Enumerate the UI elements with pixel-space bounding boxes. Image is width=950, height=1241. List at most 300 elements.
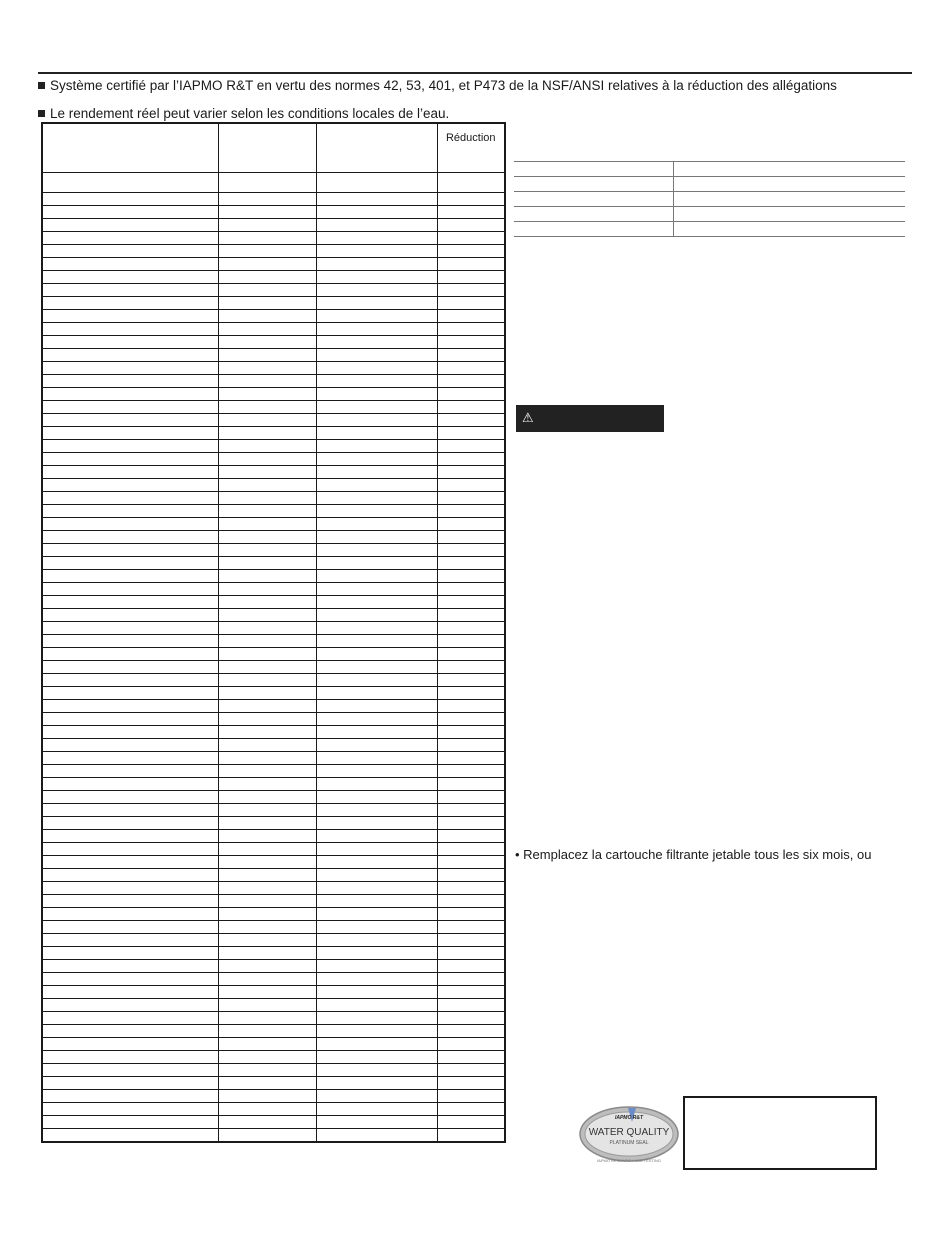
- table-row: [42, 1129, 505, 1143]
- table-row: [42, 232, 505, 245]
- square-bullet-icon: [38, 110, 45, 117]
- table-cell: [437, 1064, 505, 1077]
- table-row: [42, 596, 505, 609]
- table-row: [42, 466, 505, 479]
- table-row: [42, 453, 505, 466]
- table-cell: [437, 349, 505, 362]
- table-cell: [42, 752, 218, 765]
- table-cell: [42, 557, 218, 570]
- table-cell: [218, 1051, 316, 1064]
- table-row: [42, 297, 505, 310]
- table-cell: [316, 557, 437, 570]
- table-cell: [316, 778, 437, 791]
- seal-main-text: WATER QUALITY: [588, 1127, 670, 1138]
- table-cell: [218, 310, 316, 323]
- table-cell: [42, 362, 218, 375]
- table-cell: [437, 986, 505, 999]
- table-cell: [316, 297, 437, 310]
- table-cell: [218, 414, 316, 427]
- table-cell: [42, 1090, 218, 1103]
- table-cell: [218, 1025, 316, 1038]
- table-cell: [437, 206, 505, 219]
- table-cell: [316, 531, 437, 544]
- table-cell: [316, 661, 437, 674]
- table-row: [42, 713, 505, 726]
- table-row: [42, 882, 505, 895]
- table-cell: [437, 856, 505, 869]
- table-cell: [218, 258, 316, 271]
- table-cell: [218, 271, 316, 284]
- table-cell: [42, 323, 218, 336]
- table-cell: [316, 895, 437, 908]
- table-cell: [316, 1012, 437, 1025]
- table-row: [42, 570, 505, 583]
- table-cell: [42, 687, 218, 700]
- table-row: [42, 440, 505, 453]
- table-cell: [42, 310, 218, 323]
- table-cell: [42, 544, 218, 557]
- table-cell: [218, 765, 316, 778]
- table-cell: [316, 1103, 437, 1116]
- seal-sub-text: PLATINUM SEAL: [609, 1140, 649, 1146]
- table-cell: [316, 856, 437, 869]
- table-cell: [437, 232, 505, 245]
- table-cell: [42, 1077, 218, 1090]
- table-cell: [42, 570, 218, 583]
- table-cell: [437, 427, 505, 440]
- table-row: [514, 192, 905, 207]
- table-cell: [437, 895, 505, 908]
- square-bullet-icon: [38, 82, 45, 89]
- table-cell: [437, 739, 505, 752]
- table-cell: [42, 232, 218, 245]
- table-cell: [218, 466, 316, 479]
- table-cell: [42, 609, 218, 622]
- warning-triangle-icon: ⚠: [522, 410, 534, 425]
- table-cell: [42, 817, 218, 830]
- table-cell: [316, 245, 437, 258]
- table-cell: [42, 258, 218, 271]
- table-cell: [218, 219, 316, 232]
- table-cell: [437, 791, 505, 804]
- table-row: [42, 427, 505, 440]
- table-row: [42, 622, 505, 635]
- specification-table: [514, 161, 905, 237]
- table-cell: [437, 1012, 505, 1025]
- table-cell: [218, 895, 316, 908]
- table-body: [42, 173, 505, 1143]
- table-cell: [437, 1038, 505, 1051]
- table-cell: [316, 388, 437, 401]
- table-cell: [437, 622, 505, 635]
- table-row: [42, 173, 505, 193]
- table-cell: [218, 245, 316, 258]
- table-cell: [437, 1116, 505, 1129]
- table-cell: [218, 674, 316, 687]
- table-cell: [218, 739, 316, 752]
- table-cell: [42, 765, 218, 778]
- table-cell: [42, 1051, 218, 1064]
- table-row: [42, 375, 505, 388]
- table-cell: [316, 726, 437, 739]
- certification-statement: [38, 78, 837, 94]
- table-cell: [218, 375, 316, 388]
- table-row: [42, 752, 505, 765]
- header-cell: [42, 123, 218, 173]
- table-cell: [437, 492, 505, 505]
- table-cell: [437, 1077, 505, 1090]
- table-cell: [437, 882, 505, 895]
- table-cell: [218, 193, 316, 206]
- table-cell: [42, 700, 218, 713]
- table-cell: [218, 1129, 316, 1143]
- table-cell: [316, 1051, 437, 1064]
- table-cell: [218, 713, 316, 726]
- table-cell: [42, 414, 218, 427]
- table-cell: [42, 453, 218, 466]
- table-cell: [316, 479, 437, 492]
- table-row: [514, 177, 905, 192]
- table-cell: [316, 739, 437, 752]
- table-cell: [218, 817, 316, 830]
- table-cell: [42, 479, 218, 492]
- table-cell: [42, 726, 218, 739]
- table-cell: [437, 310, 505, 323]
- table-cell: [437, 1025, 505, 1038]
- table-row: [42, 1038, 505, 1051]
- table-cell: [42, 973, 218, 986]
- table-cell: [316, 232, 437, 245]
- table-cell: [316, 401, 437, 414]
- table-cell: [42, 869, 218, 882]
- table-cell: [437, 219, 505, 232]
- table-cell: [316, 882, 437, 895]
- table-cell: [316, 947, 437, 960]
- table-row: [42, 388, 505, 401]
- table-cell: [316, 1038, 437, 1051]
- table-cell: [316, 635, 437, 648]
- table-cell: [437, 362, 505, 375]
- table-cell: [316, 544, 437, 557]
- table-cell: [316, 843, 437, 856]
- table-row: [42, 193, 505, 206]
- table-cell: [316, 687, 437, 700]
- table-cell: [218, 1038, 316, 1051]
- table-cell: [437, 245, 505, 258]
- table-cell: [42, 1064, 218, 1077]
- table-cell: [218, 284, 316, 297]
- table-cell: [218, 687, 316, 700]
- table-cell: [218, 323, 316, 336]
- table-cell: [218, 830, 316, 843]
- table-cell: [437, 570, 505, 583]
- table-row: [42, 362, 505, 375]
- table-cell: [316, 271, 437, 284]
- table-cell: [316, 453, 437, 466]
- table-cell: [42, 882, 218, 895]
- table-cell: [42, 375, 218, 388]
- table-cell: [316, 817, 437, 830]
- table-cell: [316, 1116, 437, 1129]
- table-cell: [437, 271, 505, 284]
- table-cell: [316, 830, 437, 843]
- header-cell: [316, 123, 437, 173]
- table-cell: [218, 492, 316, 505]
- table-cell: [218, 570, 316, 583]
- table-cell: [218, 336, 316, 349]
- table-cell: [316, 973, 437, 986]
- certification-text: Système certifié par l’IAPMO R&T en vertu des normes 42, 53, 401, et P473 de la NSF/ANSI relatives à la réduction des allégations: [50, 78, 837, 93]
- table-cell: [316, 713, 437, 726]
- table-cell: [218, 557, 316, 570]
- table-cell: [437, 1129, 505, 1143]
- table-row: [42, 1077, 505, 1090]
- table-cell: [42, 245, 218, 258]
- table-cell: [218, 921, 316, 934]
- table-cell: [42, 596, 218, 609]
- table-cell: [437, 609, 505, 622]
- table-row: [42, 830, 505, 843]
- table-cell: [218, 1103, 316, 1116]
- table-cell: [316, 1090, 437, 1103]
- table-cell: [42, 401, 218, 414]
- table-cell: [42, 427, 218, 440]
- table-cell: [316, 336, 437, 349]
- table-cell: [437, 960, 505, 973]
- table-row: [42, 492, 505, 505]
- table-cell: [218, 297, 316, 310]
- table-cell: [437, 479, 505, 492]
- table-cell: [218, 544, 316, 557]
- table-cell: [218, 661, 316, 674]
- table-cell: [437, 661, 505, 674]
- table-cell: [437, 752, 505, 765]
- table-cell: [437, 596, 505, 609]
- table-cell: [437, 999, 505, 1012]
- table-cell: [316, 596, 437, 609]
- info-box: [683, 1096, 877, 1170]
- table-cell: [316, 414, 437, 427]
- table-cell: [316, 258, 437, 271]
- table-cell: [218, 1090, 316, 1103]
- table-cell: [437, 830, 505, 843]
- table-cell: [437, 648, 505, 661]
- table-cell: [437, 947, 505, 960]
- table-cell: [218, 986, 316, 999]
- table-row: [42, 1090, 505, 1103]
- table-row: [42, 1051, 505, 1064]
- table-cell: [218, 999, 316, 1012]
- table-cell: [437, 726, 505, 739]
- table-cell: [218, 1077, 316, 1090]
- table-cell: [42, 856, 218, 869]
- table-row: [42, 479, 505, 492]
- table-cell: [437, 336, 505, 349]
- table-row: [42, 791, 505, 804]
- table-cell: [42, 947, 218, 960]
- table-cell: [316, 986, 437, 999]
- table-cell: [316, 648, 437, 661]
- table-row: [42, 869, 505, 882]
- table-cell: [316, 934, 437, 947]
- table-cell: [437, 713, 505, 726]
- table-cell: [218, 1064, 316, 1077]
- table-header-row: [42, 123, 505, 173]
- table-cell: [316, 193, 437, 206]
- table-cell: [218, 635, 316, 648]
- table-cell: [316, 310, 437, 323]
- table-cell: [437, 323, 505, 336]
- table-cell: [316, 765, 437, 778]
- table-row: [42, 544, 505, 557]
- table-row: [42, 908, 505, 921]
- table-cell: [42, 492, 218, 505]
- table-cell: [437, 518, 505, 531]
- table-cell: [437, 934, 505, 947]
- table-cell: [218, 947, 316, 960]
- table-cell: [437, 297, 505, 310]
- table-cell: [42, 830, 218, 843]
- table-cell: [42, 791, 218, 804]
- table-row: [42, 648, 505, 661]
- table-row: [42, 583, 505, 596]
- table-cell: [316, 492, 437, 505]
- table-cell: [218, 700, 316, 713]
- table-cell: [218, 882, 316, 895]
- table-cell: [42, 804, 218, 817]
- table-cell: [437, 674, 505, 687]
- table-cell: [218, 388, 316, 401]
- table-cell: [316, 1025, 437, 1038]
- table-row: [42, 336, 505, 349]
- table-cell: [437, 466, 505, 479]
- table-cell: [437, 284, 505, 297]
- top-divider: [38, 72, 912, 74]
- table-row: [42, 414, 505, 427]
- table-row: [42, 726, 505, 739]
- table-cell: [316, 999, 437, 1012]
- table-cell: [42, 895, 218, 908]
- performance-data-table: [41, 122, 506, 1143]
- table-cell: [218, 973, 316, 986]
- table-row: [42, 934, 505, 947]
- table-cell: [42, 219, 218, 232]
- table-row: [42, 1064, 505, 1077]
- warning-banner: [516, 405, 664, 432]
- table-cell: [218, 206, 316, 219]
- table-cell: [218, 778, 316, 791]
- table-cell: [437, 531, 505, 544]
- table-cell: [218, 232, 316, 245]
- table-row: [514, 207, 905, 222]
- table-cell: [316, 349, 437, 362]
- table-cell: [42, 908, 218, 921]
- table-cell: [42, 505, 218, 518]
- table-row: [42, 674, 505, 687]
- table-cell: [437, 544, 505, 557]
- table-cell: [42, 778, 218, 791]
- table-row: [42, 921, 505, 934]
- table-row: [42, 700, 505, 713]
- table-cell: [316, 674, 437, 687]
- table-cell: [218, 843, 316, 856]
- table-cell: [437, 453, 505, 466]
- table-row: [42, 999, 505, 1012]
- table-cell: [218, 440, 316, 453]
- table-cell: [316, 622, 437, 635]
- table-row: [42, 778, 505, 791]
- table-row: [42, 804, 505, 817]
- table-cell: [437, 505, 505, 518]
- table-cell: [42, 648, 218, 661]
- table-cell: [316, 921, 437, 934]
- table-cell: [437, 635, 505, 648]
- table-cell: [218, 856, 316, 869]
- table-row: [514, 162, 905, 177]
- table-row: [42, 609, 505, 622]
- table-cell: [437, 765, 505, 778]
- table-row: [42, 557, 505, 570]
- table-row: [42, 349, 505, 362]
- table-cell: [42, 1012, 218, 1025]
- table-cell: [42, 583, 218, 596]
- table-cell: [437, 869, 505, 882]
- table-cell: [218, 401, 316, 414]
- table-row: [42, 687, 505, 700]
- table-cell: [218, 583, 316, 596]
- table-cell: [316, 375, 437, 388]
- table-row: [42, 245, 505, 258]
- table-row: [42, 518, 505, 531]
- table-cell: [437, 375, 505, 388]
- table-cell: [437, 401, 505, 414]
- table-cell: [437, 1090, 505, 1103]
- table-row: [42, 1116, 505, 1129]
- table-row: [42, 258, 505, 271]
- replacement-instruction: • Remplacez la cartouche filtrante jetable tous les six mois, ou: [515, 847, 872, 862]
- table-row: [42, 843, 505, 856]
- table-cell: [316, 518, 437, 531]
- table-cell: [316, 583, 437, 596]
- table-cell: [316, 362, 437, 375]
- table-cell: [218, 648, 316, 661]
- table-cell: [316, 700, 437, 713]
- table-cell: [42, 466, 218, 479]
- table-cell: [42, 1038, 218, 1051]
- table-cell: [437, 778, 505, 791]
- table-cell: [218, 505, 316, 518]
- header-cell: [218, 123, 316, 173]
- table-cell: [42, 999, 218, 1012]
- table-cell: [437, 583, 505, 596]
- table-cell: [437, 687, 505, 700]
- table-cell: [316, 427, 437, 440]
- table-cell: [316, 960, 437, 973]
- table-cell: [316, 440, 437, 453]
- table-cell: [218, 804, 316, 817]
- table-cell: [218, 518, 316, 531]
- table-cell: [316, 1077, 437, 1090]
- table-cell: [218, 752, 316, 765]
- table-cell: [218, 362, 316, 375]
- table-row: [42, 323, 505, 336]
- table-row: [42, 739, 505, 752]
- table-cell: [437, 973, 505, 986]
- table-cell: [218, 791, 316, 804]
- table-cell: [42, 713, 218, 726]
- seal-ring-text: IAPMO RESEARCH AND TESTING: [597, 1158, 661, 1163]
- table-cell: [42, 271, 218, 284]
